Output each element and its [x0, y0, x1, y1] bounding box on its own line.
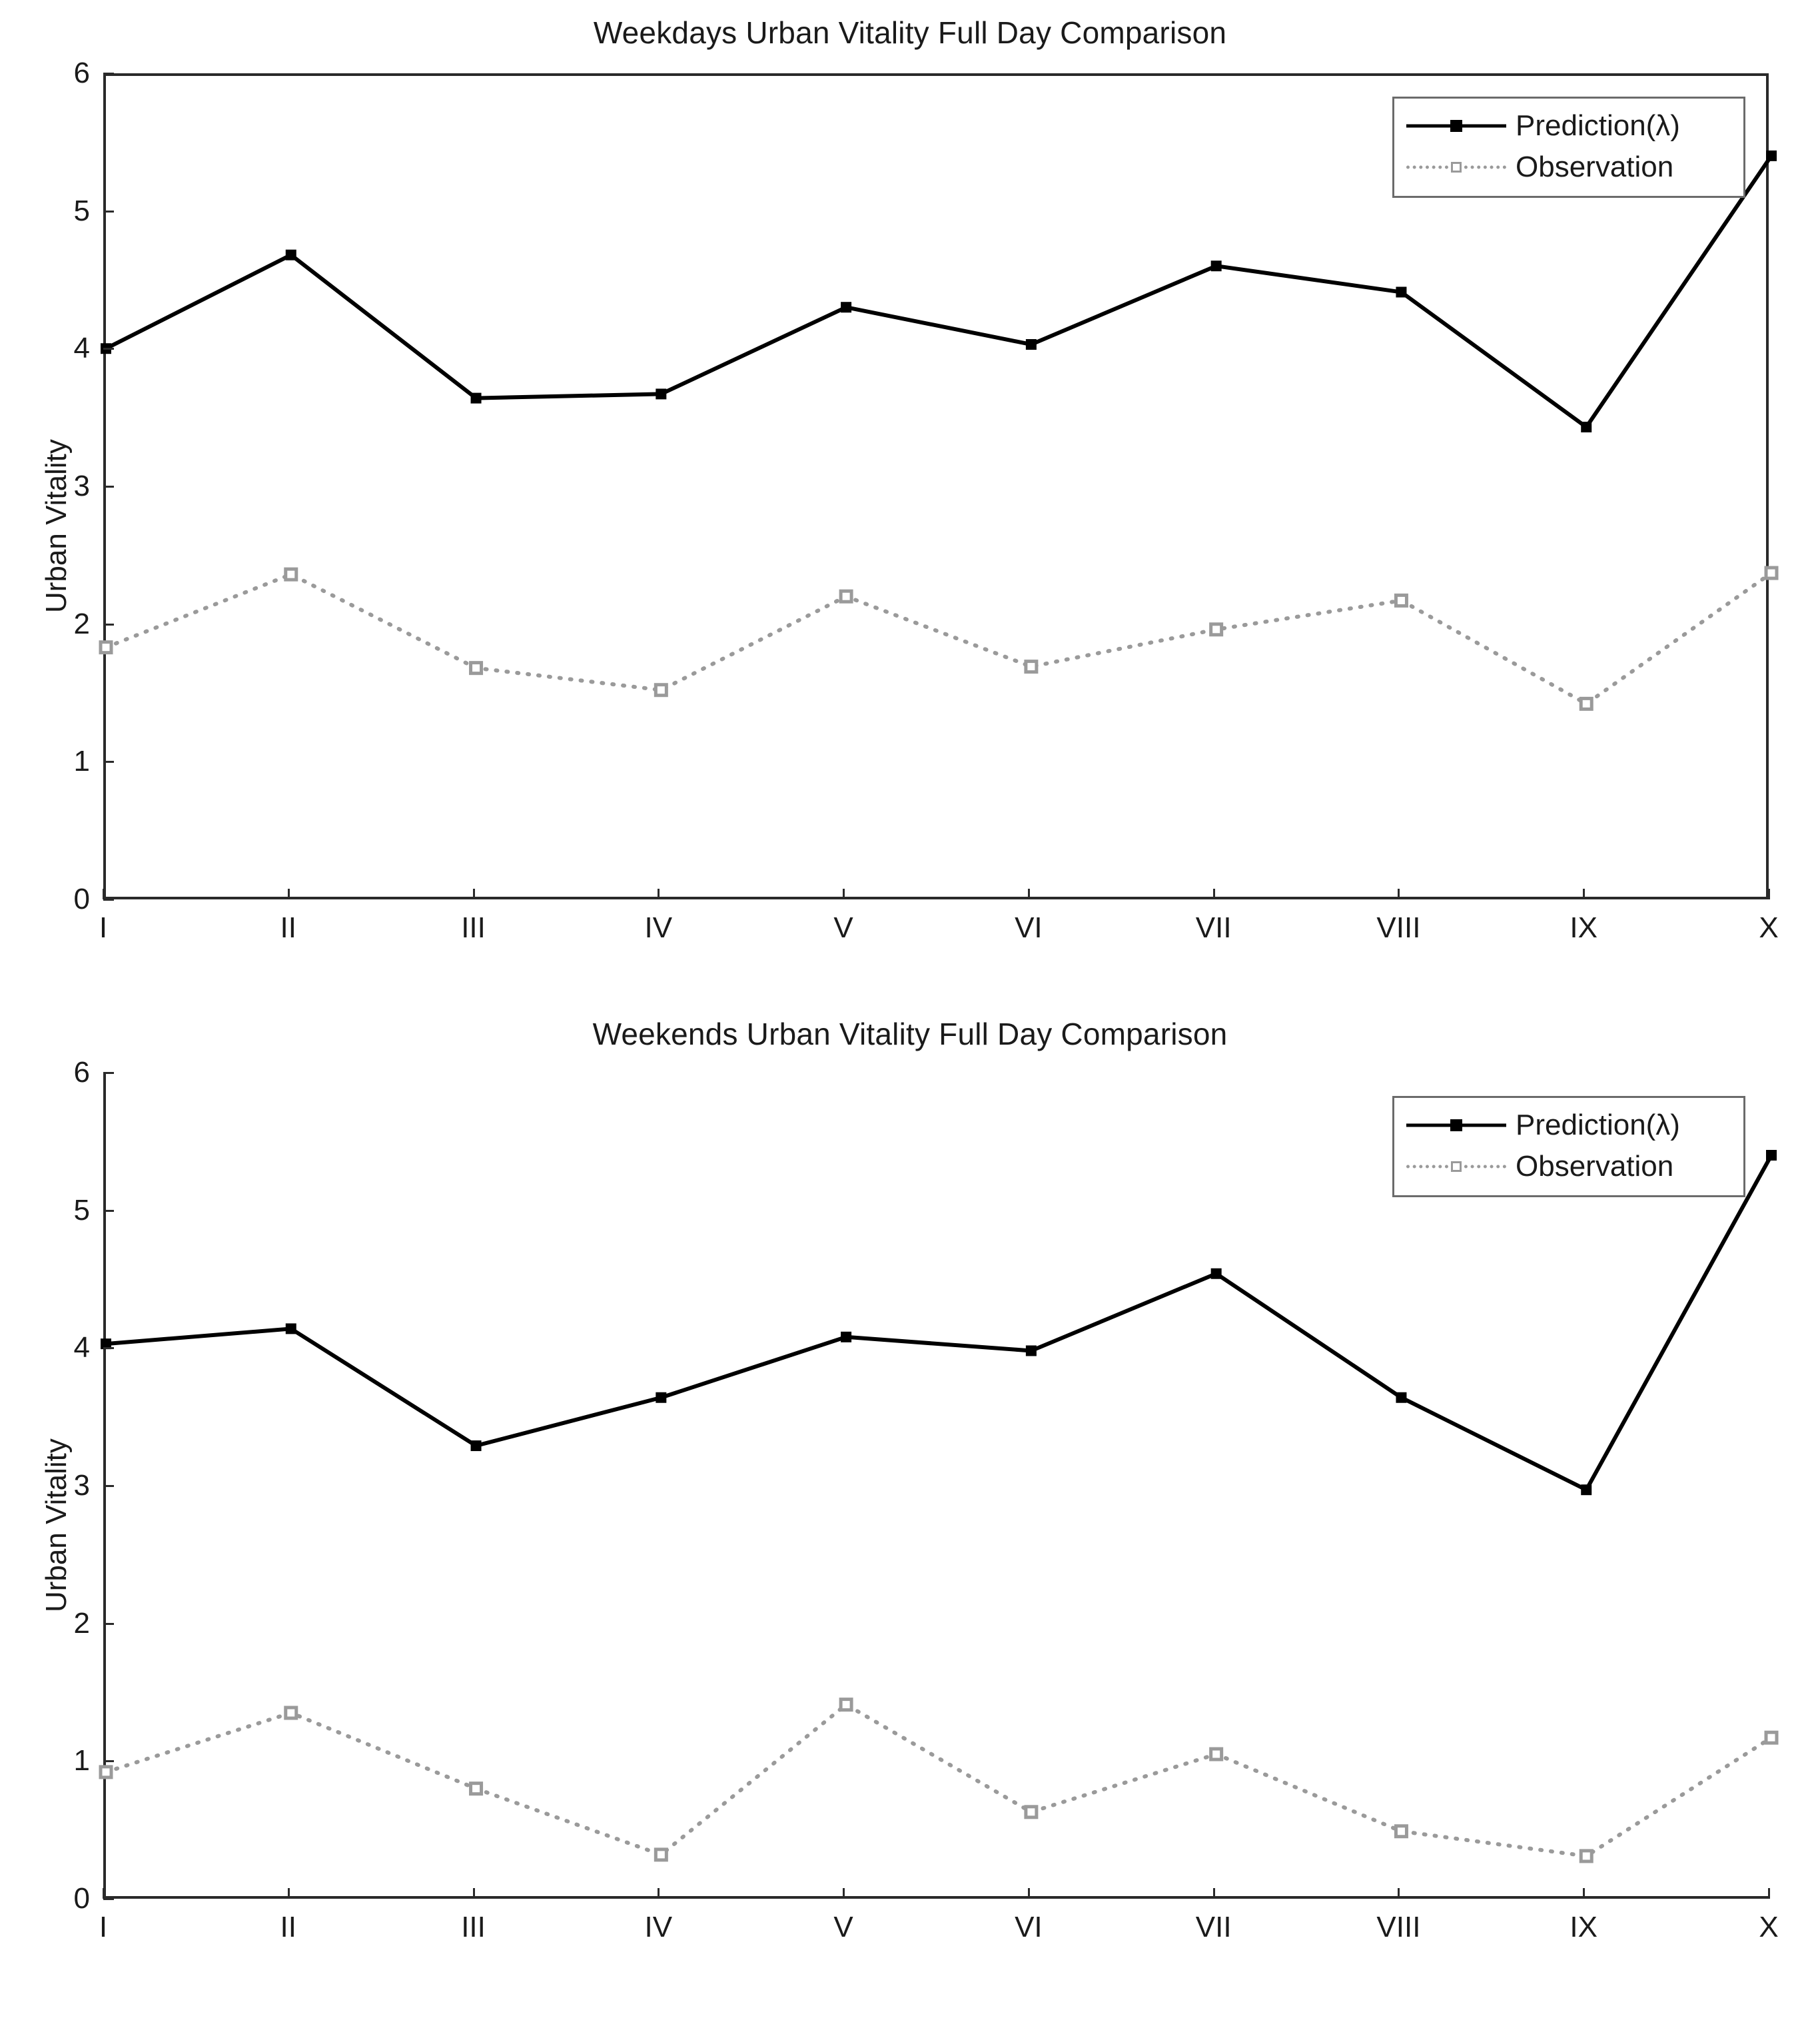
y-tick-mark [103, 1072, 114, 1074]
x-tick-mark [473, 1888, 475, 1899]
x-tick-mark [103, 889, 105, 899]
y-tick-label: 1 [73, 745, 90, 778]
legend-label-prediction: Prediction(λ) [1516, 109, 1680, 142]
x-tick-label: I [99, 1911, 108, 1943]
data-point-marker [1581, 422, 1592, 432]
data-point-marker [286, 1708, 296, 1718]
data-point-marker [1026, 339, 1037, 350]
data-point-marker [286, 250, 296, 260]
x-tick-label: V [833, 911, 853, 944]
legend-item-prediction [1406, 1105, 1729, 1146]
x-tick-mark [288, 889, 290, 899]
data-point-marker [1766, 151, 1777, 161]
legend-label-observation: Observation [1516, 1150, 1674, 1183]
x-tick-label: IV [644, 911, 673, 944]
x-tick-label: III [461, 1911, 486, 1943]
series-layer [106, 76, 1771, 902]
x-tick-mark [1028, 1888, 1030, 1899]
x-tick-label: X [1759, 1911, 1779, 1943]
data-point-marker [1396, 286, 1406, 297]
x-tick-mark [843, 1888, 845, 1899]
legend-label-prediction: Prediction(λ) [1516, 1109, 1680, 1141]
y-tick-mark [103, 1623, 114, 1625]
x-tick-mark [288, 1888, 290, 1899]
data-point-marker [1581, 1851, 1592, 1861]
y-tick-mark [103, 211, 114, 213]
y-tick-label: 2 [73, 1606, 90, 1640]
data-point-marker [101, 642, 111, 653]
y-axis-label: Urban Vitality [40, 1438, 73, 1612]
x-tick-mark [1768, 1888, 1770, 1899]
legend-weekends [1392, 1096, 1745, 1197]
legend-label-observation: Observation [1516, 151, 1674, 183]
x-tick-label: II [280, 911, 296, 944]
x-tick-label: IV [644, 1911, 673, 1943]
x-tick-mark [658, 1888, 660, 1899]
y-tick-label: 0 [73, 883, 90, 915]
data-point-marker [1581, 698, 1592, 709]
data-point-marker [1026, 662, 1037, 672]
x-tick-mark [103, 1888, 105, 1899]
y-tick-mark [103, 486, 114, 488]
y-tick-mark [103, 1760, 114, 1762]
chart-title: Weekends Urban Vitality Full Day Comparison [592, 1017, 1228, 1051]
data-point-marker [1396, 1392, 1406, 1403]
data-point-marker [1396, 595, 1406, 606]
x-tick-label: IX [1570, 911, 1598, 944]
y-tick-mark [103, 1347, 114, 1349]
legend-sample-solid-line-icon [1406, 115, 1506, 137]
chart-weekdays [0, 0, 1820, 999]
data-point-marker [471, 663, 482, 674]
data-point-marker [1766, 1150, 1777, 1161]
data-point-marker [656, 685, 666, 696]
legend-weekdays [1392, 97, 1745, 198]
x-tick-label: VIII [1376, 911, 1421, 944]
data-point-marker [1396, 1826, 1406, 1837]
x-tick-mark [1213, 889, 1215, 899]
x-tick-label: IX [1570, 1911, 1598, 1943]
chart-title: Weekdays Urban Vitality Full Day Comparison [593, 15, 1227, 50]
x-tick-mark [1583, 1888, 1585, 1899]
data-point-marker [656, 1392, 666, 1403]
data-point-marker [1211, 1268, 1222, 1279]
x-tick-label: VIII [1376, 1911, 1421, 1943]
y-tick-mark [103, 1210, 114, 1212]
data-point-marker [1766, 568, 1777, 578]
data-point-marker [286, 569, 296, 580]
x-tick-label: X [1759, 911, 1779, 944]
data-point-marker [101, 1767, 111, 1777]
y-tick-mark [103, 73, 114, 75]
legend-sample-dotted-line-icon [1406, 156, 1506, 179]
chart-weekends [0, 999, 1820, 1999]
data-point-marker [656, 1849, 666, 1860]
x-tick-label: VII [1195, 911, 1232, 944]
y-tick-label: 6 [73, 1056, 90, 1089]
data-point-marker [656, 388, 666, 399]
data-point-marker [1211, 1749, 1222, 1760]
y-tick-label: 2 [73, 607, 90, 640]
x-tick-label: VII [1195, 1911, 1232, 1943]
y-tick-mark [103, 761, 114, 763]
data-point-marker [286, 1323, 296, 1334]
legend-sample-dotted-line-icon [1406, 1155, 1506, 1178]
data-point-marker [471, 1783, 482, 1794]
y-tick-mark [103, 899, 114, 901]
series-line [106, 1155, 1771, 1490]
x-tick-mark [473, 889, 475, 899]
y-tick-mark [103, 348, 114, 350]
y-tick-label: 0 [73, 1882, 90, 1915]
x-tick-mark [1398, 1888, 1400, 1899]
x-tick-label: VI [1015, 911, 1043, 944]
y-tick-mark [103, 1485, 114, 1487]
data-point-marker [841, 302, 851, 312]
data-point-marker [1766, 1732, 1777, 1743]
data-point-marker [841, 1332, 851, 1342]
series-line [106, 573, 1771, 704]
x-tick-label: VI [1015, 1911, 1043, 1943]
x-tick-mark [1398, 889, 1400, 899]
y-tick-label: 4 [73, 332, 90, 365]
y-tick-label: 5 [73, 1193, 90, 1227]
y-tick-mark [103, 624, 114, 626]
data-point-marker [471, 1440, 482, 1451]
x-tick-mark [843, 889, 845, 899]
series-line [106, 1705, 1771, 1856]
data-point-marker [1026, 1345, 1037, 1356]
y-tick-label: 3 [73, 470, 90, 502]
y-tick-label: 4 [73, 1331, 90, 1364]
legend-item-observation [1406, 1146, 1729, 1187]
legend-item-prediction [1406, 105, 1729, 147]
x-tick-label: II [280, 1911, 296, 1943]
y-tick-label: 1 [73, 1744, 90, 1777]
data-point-marker [841, 1700, 851, 1710]
x-tick-mark [658, 889, 660, 899]
legend-sample-solid-line-icon [1406, 1114, 1506, 1137]
x-tick-label: I [99, 911, 108, 944]
y-tick-mark [103, 1898, 114, 1900]
y-tick-label: 6 [73, 57, 90, 89]
data-point-marker [1581, 1484, 1592, 1495]
x-tick-mark [1213, 1888, 1215, 1899]
data-point-marker [1211, 260, 1222, 271]
x-tick-mark [1028, 889, 1030, 899]
legend-item-observation [1406, 147, 1729, 188]
data-point-marker [841, 591, 851, 602]
x-tick-label: V [833, 1911, 853, 1943]
x-tick-mark [1583, 889, 1585, 899]
y-tick-label: 5 [73, 194, 90, 227]
data-point-marker [471, 393, 482, 404]
x-tick-mark [1768, 889, 1770, 899]
y-axis-label: Urban Vitality [40, 439, 73, 613]
y-tick-label: 3 [73, 1469, 90, 1502]
data-point-marker [1026, 1807, 1037, 1817]
data-point-marker [1211, 624, 1222, 635]
x-tick-label: III [461, 911, 486, 944]
